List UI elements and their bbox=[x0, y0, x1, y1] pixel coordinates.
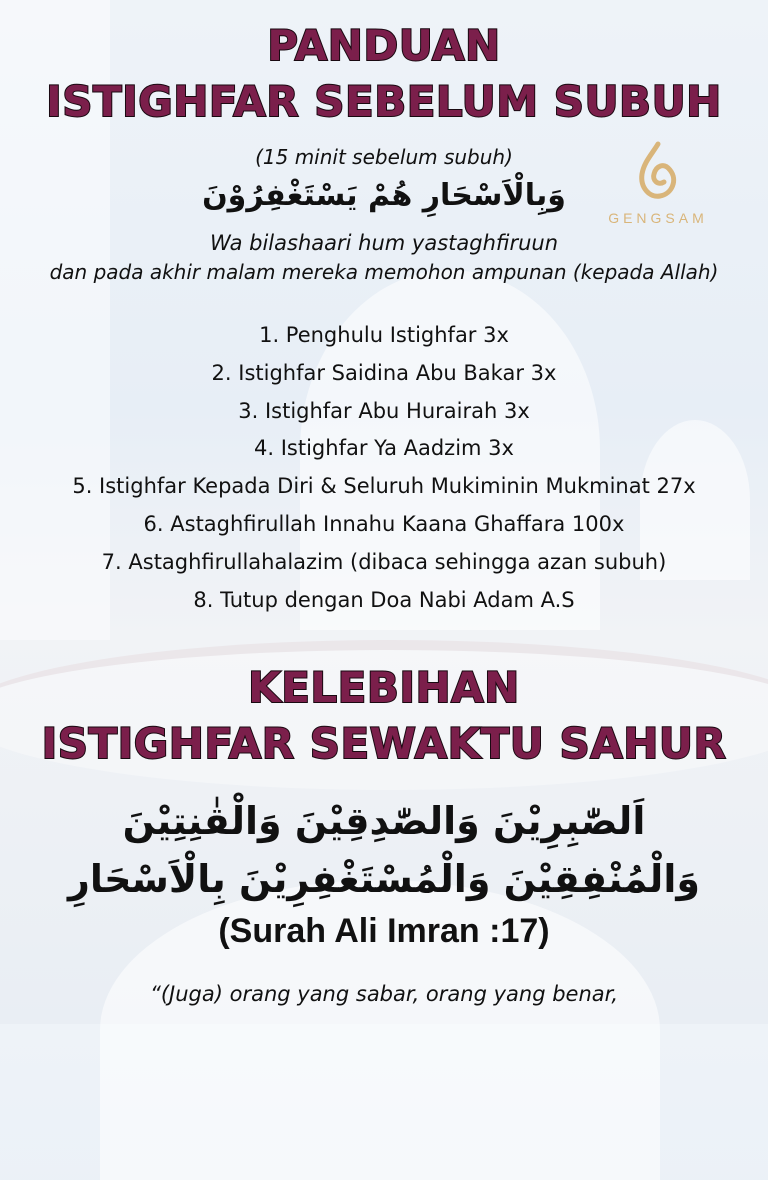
list-item: 5. Istighfar Kepada Diri & Seluruh Mukiminin Mukminat 27x bbox=[72, 474, 696, 499]
list-item: 3. Istighfar Abu Hurairah 3x bbox=[238, 398, 530, 423]
surah-reference: (Surah Ali Imran :17) bbox=[218, 912, 550, 950]
istighfar-steps-list bbox=[0, 317, 768, 619]
list-item: 6. Astaghfirullah Innahu Kaana Ghaffara 100x bbox=[143, 511, 625, 536]
list-item: 2. Istighfar Saidina Abu Bakar 3x bbox=[211, 360, 557, 385]
list-item: 4. Istighfar Ya Aadzim 3x bbox=[254, 436, 514, 461]
list-item: 1. Penghulu Istighfar 3x bbox=[259, 323, 509, 347]
arabic-verse-line1: اَلصّٰبِرِيْنَ وَالصّٰدِقِيْنَ وَالْقٰنِتِيْنَ bbox=[122, 799, 646, 843]
meaning: dan pada akhir malam mereka memohon ampunan (kepada Allah) bbox=[49, 260, 719, 284]
section1-title-line2: ISTIGHFAR SEBELUM SUBUH bbox=[46, 77, 722, 126]
section2-title-line1: KELEBIHAN bbox=[248, 663, 520, 712]
section2-title-line2: ISTIGHFAR SEWAKTU SAHUR bbox=[41, 719, 727, 768]
arabic-verse-line2: وَالْمُنْفِقِيْنَ وَالْمُسْتَغْفِرِيْنَ بِالْاَسْحَارِ bbox=[68, 857, 700, 901]
list-item: 8. Tutup dengan Doa Nabi Adam A.S bbox=[193, 587, 575, 612]
translation-quote: “(Juga) orang yang sabar, orang yang benar, bbox=[149, 982, 619, 1006]
logo-text: GENGSAM bbox=[608, 210, 708, 226]
list-item: 7. Astaghfirullahalazim (dibaca sehingga azan subuh) bbox=[101, 549, 667, 574]
arabic-verse: وَبِالْاَسْحَارِ هُمْ يَسْتَغْفِرُوْنَ bbox=[202, 178, 566, 213]
section1-title-line1: PANDUAN bbox=[267, 21, 501, 70]
transliteration: Wa bilashaari hum yastaghfiruun bbox=[209, 231, 559, 255]
timing-note: (15 minit sebelum subuh) bbox=[255, 145, 513, 169]
